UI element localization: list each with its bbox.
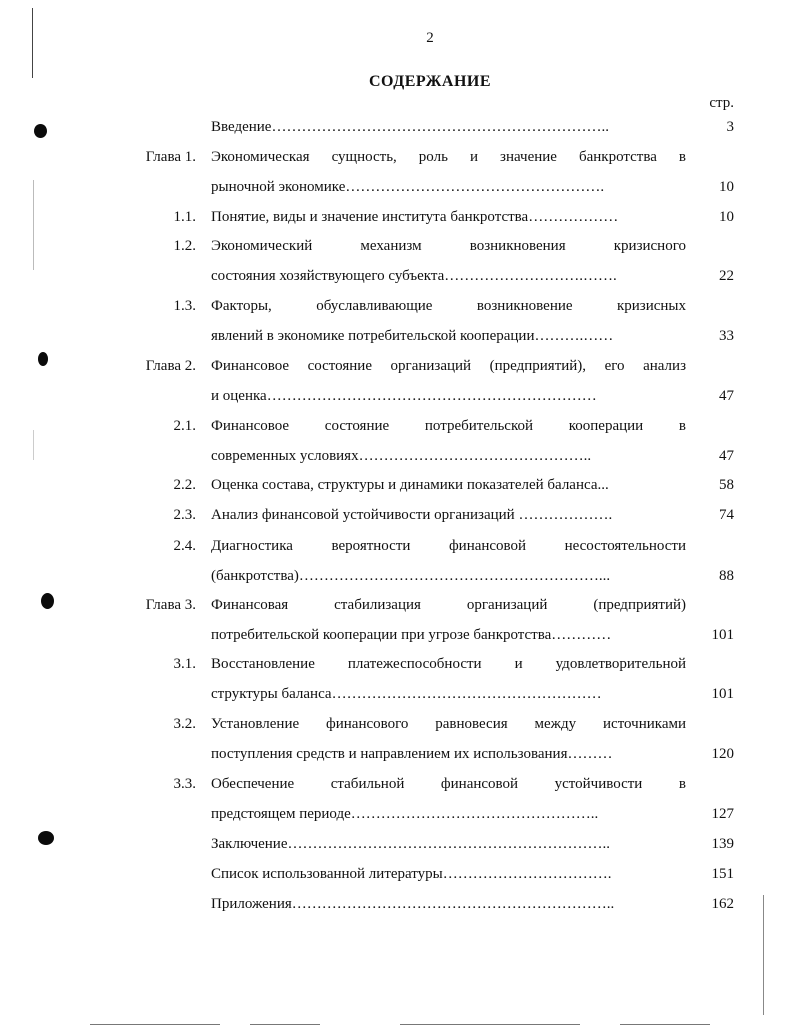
toc-entry-label: 1.3. (173, 298, 196, 314)
toc-entry-label: 3.3. (173, 776, 196, 792)
toc-entry-title-line: предстоящем периоде………………………………………….. (211, 806, 599, 822)
toc-entry-title-line: Заключение……………………………………………………….. (211, 836, 610, 852)
scan-artifact-line (33, 180, 34, 270)
toc-entry-title (211, 500, 686, 530)
scan-artifact-line (763, 895, 764, 1015)
toc-entry-title (211, 470, 686, 500)
toc-entry-title-line: Список использованной литературы……………………………. (211, 866, 612, 882)
toc-entry-label: Глава 2. (145, 358, 196, 374)
toc-entry-page: 33 (719, 328, 734, 344)
toc-entry-title-line: Экономический механизм возникновения кризисного (211, 238, 686, 254)
toc-entry-label: Глава 1. (145, 149, 196, 165)
toc-entry-page: 120 (711, 746, 734, 762)
toc-entry-page: 47 (719, 448, 734, 464)
toc-entry-label: 1.1. (173, 209, 196, 225)
toc-entry-page: 151 (711, 866, 734, 882)
toc-entry-label: 3.1. (173, 656, 196, 672)
scan-artifact-rule (90, 1024, 220, 1025)
toc-entry-label: 1.2. (173, 238, 196, 254)
page-column-header: стр. (709, 95, 734, 111)
toc-entry-title (211, 889, 686, 919)
binding-hole-mark (38, 352, 48, 366)
toc-entry-title (211, 590, 686, 650)
toc-entry-title (211, 769, 686, 829)
toc-entry-page: 58 (719, 477, 734, 493)
toc-entry-title (211, 829, 686, 859)
toc-entry-title (211, 859, 686, 889)
toc-entry-title-line: Приложения……………………………………………………….. (211, 896, 615, 912)
toc-entry-title-line: (банкротства)……………………………………………………... (211, 568, 611, 584)
toc-entry-title-line: потребительской кооперации при угрозе банкротства………… (211, 627, 612, 643)
toc-entry-title-line: Обеспечение стабильной финансовой устойчивости в (211, 776, 686, 792)
toc-entry-title (211, 411, 686, 471)
toc-entry-title-line: Диагностика вероятности финансовой несостоятельности (211, 538, 686, 554)
toc-entry-page: 127 (711, 806, 734, 822)
toc-entry-title-line: Введение………………………………………………………….. (211, 119, 609, 135)
binding-hole-mark (34, 124, 47, 138)
toc-entry-page: 47 (719, 388, 734, 404)
scan-artifact-rule (620, 1024, 710, 1025)
toc-entry-title-line: Анализ финансовой устойчивости организаций ………………. (211, 507, 613, 523)
toc-entry-page: 22 (719, 268, 734, 284)
toc-entry-title (211, 531, 686, 591)
toc-entry-title-line: Финансовое состояние организаций (предприятий), его анализ (211, 358, 686, 374)
toc-entry-title-line: Восстановление платежеспособности и удовлетворительной (211, 656, 686, 672)
scan-artifact-line (33, 430, 34, 460)
toc-entry-page: 88 (719, 568, 734, 584)
scan-artifact-rule (250, 1024, 320, 1025)
toc-entry-title-line: современных условиях……………………………………….. (211, 448, 592, 464)
page-title: СОДЕРЖАНИЕ (368, 73, 492, 90)
toc-entry-page: 10 (719, 209, 734, 225)
toc-entry-label: 2.2. (173, 477, 196, 493)
toc-entry-title-line: поступления средств и направлением их использования……… (211, 746, 613, 762)
binding-hole-mark (41, 593, 54, 609)
toc-entry-title (211, 649, 686, 709)
toc-entry-page: 3 (726, 119, 734, 135)
toc-entry-title (211, 142, 686, 202)
toc-entry-page: 101 (711, 627, 734, 643)
toc-entry-label: 2.3. (173, 507, 196, 523)
toc-entry-title-line: Понятие, виды и значение института банкротства……………… (211, 209, 619, 225)
toc-entry-title (211, 112, 686, 142)
toc-entry-title-line: рыночной экономике……………………………………………. (211, 179, 605, 195)
toc-entry-label: 2.4. (173, 538, 196, 554)
toc-entry-title (211, 709, 686, 769)
toc-entry-title-line: Финансовая стабилизация организаций (предприятий) (211, 597, 686, 613)
toc-entry-title-line: Экономическая сущность, роль и значение банкротства в (211, 149, 686, 165)
toc-entry-title-line: Установление финансового равновесия между источниками (211, 716, 686, 732)
toc-entry-label: 3.2. (173, 716, 196, 732)
toc-entry-page: 162 (711, 896, 734, 912)
toc-entry-page: 139 (711, 836, 734, 852)
toc-entry-title-line: явлений в экономике потребительской кооперации……….…… (211, 328, 614, 344)
toc-entry-title-line: Финансовое состояние потребительской кооперации в (211, 418, 686, 434)
toc-entry-title-line: Факторы, обуславливающие возникновение кризисных (211, 298, 686, 314)
toc-entry-title (211, 351, 686, 411)
toc-entry-page: 101 (711, 686, 734, 702)
toc-entry-page: 74 (719, 507, 734, 523)
page-number: 2 (426, 30, 434, 46)
toc-entry-page: 10 (719, 179, 734, 195)
binding-hole-mark (38, 831, 54, 845)
toc-entry-title-line: Оценка состава, структуры и динамики показателей баланса... (211, 477, 609, 493)
toc-entry-title-line: состояния хозяйствующего субъекта……………………….……. (211, 268, 617, 284)
toc-entry-title-line: и оценка………………………………………………………… (211, 388, 597, 404)
scan-artifact-rule (400, 1024, 580, 1025)
toc-entry-label: Глава 3. (145, 597, 196, 613)
toc-entry-title (211, 231, 686, 291)
toc-entry-title (211, 291, 686, 351)
toc-entry-title (211, 202, 686, 232)
toc-entry-title-line: структуры баланса……………………………………………… (211, 686, 602, 702)
toc-entry-label: 2.1. (173, 418, 196, 434)
